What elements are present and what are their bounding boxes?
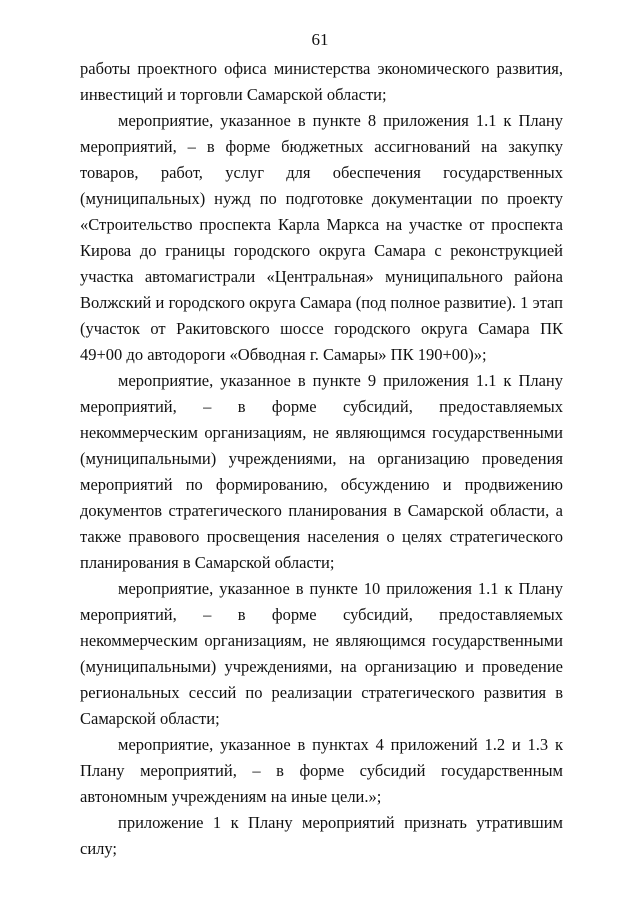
paragraph-continuation: работы проектного офиса министерства экономического развития, инвестиций и торговли Самарской области; — [80, 59, 563, 104]
paragraph-item-10: мероприятие, указанное в пункте 10 приложения 1.1 к Плану мероприятий, – в форме субсидий, предоставляемых некоммерческим организациям, не являющимся государственными (муниципальными) учреждениями, на организацию и проведение региональных сессий по реализации стратегического развития в Самарской области; — [80, 579, 563, 728]
page-number: 61 — [311, 30, 329, 49]
paragraph-item-9: мероприятие, указанное в пункте 9 приложения 1.1 к Плану мероприятий, – в форме субсидий, предоставляемых некоммерческим организациям, не являющимся государственными (муниципальными) учреждениями, на организацию проведения мероприятий по формированию, обсуждению и продвижению документов стратегического планирования в Самарской области, а также правового просвещения населения о целях стратегического планирования в Самарской области; — [80, 371, 563, 572]
paragraph-annex-1: приложение 1 к Плану мероприятий признать утратившим силу; — [80, 813, 563, 858]
document-body — [80, 56, 563, 862]
paragraph-item-8: мероприятие, указанное в пункте 8 приложения 1.1 к Плану мероприятий, – в форме бюджетных ассигнований на закупку товаров, работ, услуг для обеспечения государственных (муниципальных) нужд по подготовке документации по проекту «Строительство проспекта Карла Маркса на участке от проспекта Кирова до границы городского округа Самара с реконструкцией участка автомагистрали «Центральная» муниципального района Волжский и городского округа Самара (под полное развитие). 1 этап (участок от Ракитовского шоссе городского округа Самара ПК 49+00 до автодороги «Обводная г. Самары» ПК 190+00)»; — [80, 111, 563, 364]
paragraph-items-4: мероприятие, указанное в пунктах 4 приложений 1.2 и 1.3 к Плану мероприятий, – в форме субсидий государственным автономным учреждениям на иные цели.»; — [80, 735, 563, 806]
